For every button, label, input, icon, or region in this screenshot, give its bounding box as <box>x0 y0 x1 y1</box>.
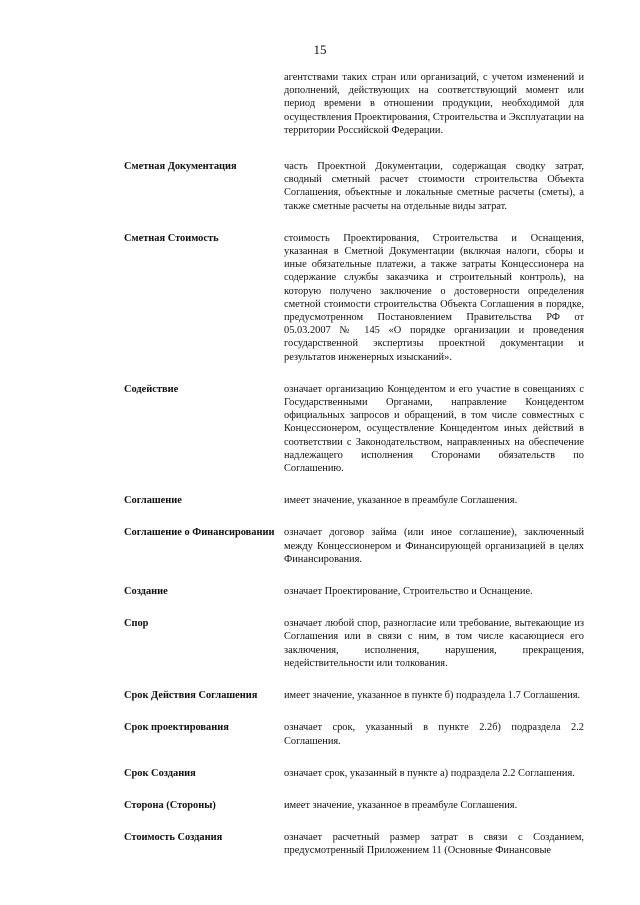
term-definition: означает организацию Концедентом и его участие в совещаниях с Государственными Органами, направление Концедентом официальных запросов и обращений, в том числе совместных с Концессионером, осуществление Концедентом иных действий в соответствии с Законодательством, направленных на обеспечение надлежащего исполнения Сторонами обязательств по Соглашению. <box>284 383 584 475</box>
definition-entry <box>124 689 584 702</box>
term-label: Срок проектирования <box>124 722 229 734</box>
term-label: Содействие <box>124 383 179 395</box>
term-definition: часть Проектной Документации, содержащая сводку затрат, сводный сметный расчет стоимости строительства Объекта Соглашения, объектные и локальные сметные расчеты (сметы), а также сметные расчеты на отдельные виды затрат. <box>284 161 584 212</box>
term-definition: означает расчетный размер затрат в связи с Созданием, предусмотренный Приложением 11 (Основные Финансовые <box>284 832 584 857</box>
definition-entry <box>124 383 584 475</box>
definition-entry <box>124 767 584 780</box>
definition-entry <box>124 526 584 566</box>
term-definition: имеет значение, указанное в пункте б) подраздела 1.7 Соглашения. <box>284 690 581 702</box>
term-label: Создание <box>124 586 168 598</box>
term-label: Соглашение о Финансировании <box>124 527 275 539</box>
term-definition: имеет значение, указанное в преамбуле Соглашения. <box>284 799 518 811</box>
definition-entry <box>124 232 584 364</box>
term-definition: имеет значение, указанное в преамбуле Соглашения. <box>284 495 518 507</box>
term-definition: означает Проектирование, Строительство и Оснащение. <box>284 586 533 598</box>
term-label: Соглашение <box>124 495 182 507</box>
term-label: Срок Создания <box>124 767 196 779</box>
term-label: Сметная Документация <box>124 161 237 172</box>
term-label: Сторона (Стороны) <box>124 799 216 811</box>
term-label: Спор <box>124 618 149 630</box>
term-label: Сметная Стоимость <box>124 232 219 244</box>
definition-entry <box>124 160 584 213</box>
term-definition: означает срок, указанный в пункте а) подраздела 2.2 Соглашения. <box>284 767 575 779</box>
term-label: Стоимость Создания <box>124 832 223 844</box>
continued-definition-text: агентствами таких стран или организаций, с учетом изменений и дополнений, действующих на соответствующий момент или период времени в отношении продукции, необходимой для осуществления Проектирования, Строительства и Эксплуатации на территории Российской Федерации. <box>284 72 584 136</box>
definition-entry <box>124 494 584 507</box>
term-definition: означает любой спор, разногласие или требование, вытекающие из Соглашения или в связи с ним, в том числе касающиеся его заключения, исполнения, нарушения, прекращения, недействительности или толкования. <box>284 618 584 669</box>
definition-entry <box>124 831 584 857</box>
term-label: Срок Действия Соглашения <box>124 690 258 702</box>
definition-entry <box>124 799 584 812</box>
term-definition: стоимость Проектирования, Строительства и Оснащения, указанная в Сметной Документации (включая налоги, сборы и иные обязательные платежи, а также затраты Концессионера на содержание службы заказчика и строительный контроль), на которую получено заключение о достоверности определения сметной стоимости строительства Объекта Соглашения в порядке, предусмотренном Постановлением Правительства РФ от 05.03.2007 № 145 «О порядке организации и проведения государственной экспертизы проектной документации и результатов инженерных изысканий». <box>284 232 584 363</box>
term-definition: означает срок, указанный в пункте 2.2б) подраздела 2.2 Соглашения. <box>284 722 584 747</box>
definition-entry <box>124 721 584 747</box>
definition-entry <box>124 585 584 598</box>
term-definition: означает договор займа (или иное соглашение), заключенный между Концессионером и Финансирующей организацией в целях Финансирования. <box>284 527 584 565</box>
definition-entry <box>124 617 584 670</box>
page-number: 15 <box>313 42 327 57</box>
definitions-list <box>124 160 584 877</box>
